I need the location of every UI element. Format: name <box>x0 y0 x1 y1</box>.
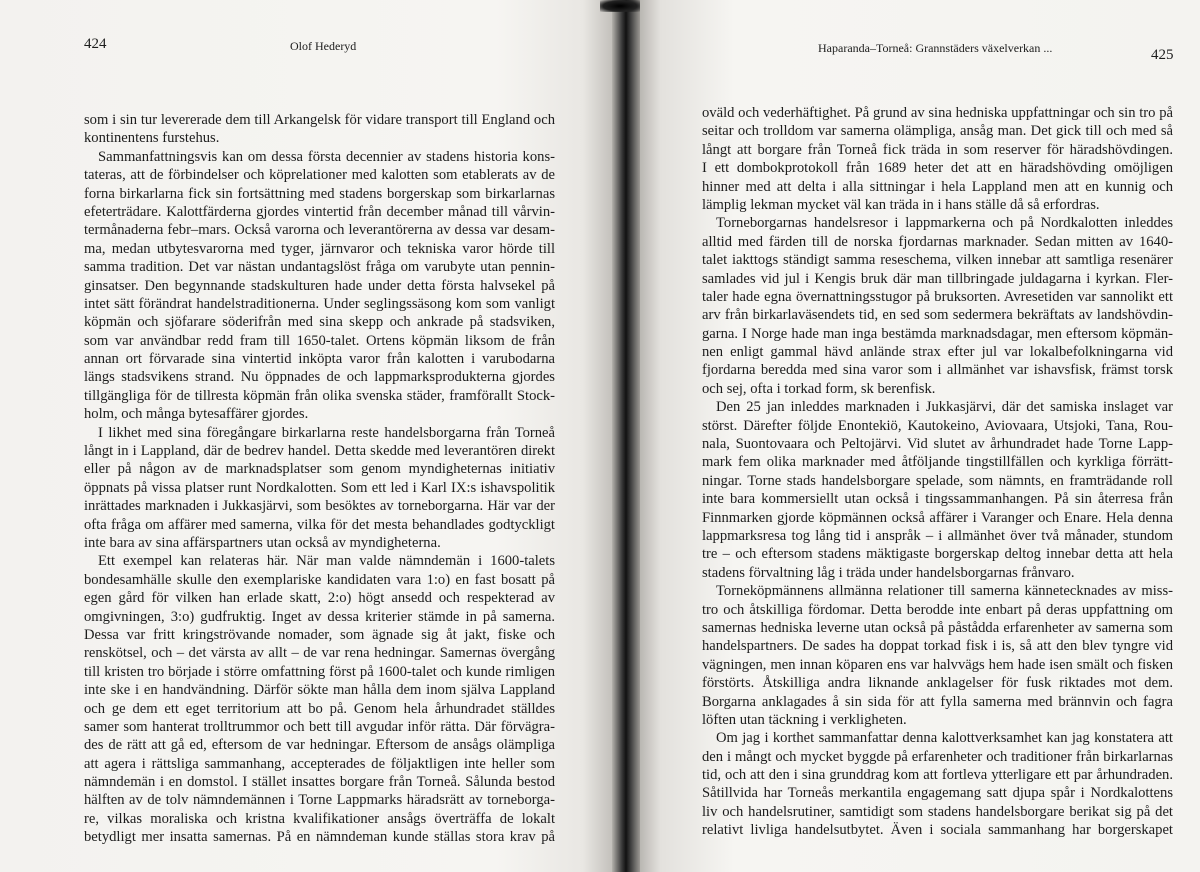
text-line: nala, Suontovaara och Peltojärvi. Vid slutet av århundradet hade Torne Lapp- <box>702 436 1173 453</box>
text-line: stadens förvaltning låg i träda under handelsborgarnas frånvaro. <box>702 564 1075 581</box>
text-line: I likhet med sina föregångare birkarlarna reste handelsborgarna från Torneå <box>98 424 555 441</box>
text-line: arv från birkarlaväsendets tid, en sed som sedermera bekräftats av landshövdin- <box>702 307 1173 324</box>
text-line: forna birkarlarna fick sin fortsättning med stadens borgerskap som birkarlarnas <box>84 185 555 202</box>
text-line: I ett dombokprotokoll från 1689 heter det att en häradshövding omöjligen <box>702 160 1173 177</box>
text-line: inte ske i en handvändning. Därför sökte man hålla dem inom själva Lappland <box>84 682 555 699</box>
text-line: långt att borgare från Torneå fick träda in som reserver för häradshövdingen. <box>702 141 1173 158</box>
text-line: samer som hanterat trolltrummor och bett till avgudar inför rätta. Där förvägra- <box>84 718 555 735</box>
text-line: att agera i rättsliga sammanhang, accepterades de följaktligen inte heller som <box>84 755 555 772</box>
text-line: Torneköpmännens allmänna relationer till samerna kännetecknades av miss- <box>716 583 1173 600</box>
text-line: oväld och vederhäftighet. På grund av sina hedniska uppfattningar och sin tro på <box>702 105 1173 121</box>
text-line: löften utan täckning i verkligheten. <box>702 711 907 728</box>
text-line: nämndemän i en domstol. I stället insattes borgare från Torneå. Sålunda bestod <box>84 774 555 791</box>
text-line: egen gård för vilken han erlade skatt, 2:o) högt ansedd och respekterad av <box>84 590 555 607</box>
text-line: liv och handelsrutiner, samtidigt som stadens handelsborgare berikat sig på det <box>702 803 1173 820</box>
text-line: Sammanfattningsvis kan om dessa första decennier av stadens historia kons- <box>98 148 555 165</box>
text-line: garna. I Norge hade man inga bestämda marknadsdagar, men eftersom köpmän- <box>702 325 1173 342</box>
text-line: handelspartners. De sades ha doppat torkad fisk i is, så att den blev tyngre vid <box>702 638 1173 655</box>
text-line: inrättades marknaden i Jukkasjärvi, som besöktes av torneborgarna. Här var der <box>84 498 555 515</box>
text-line: lappmarksresa tog lång tid i anspråk – i allmänhet över två månader, stundom <box>702 527 1173 544</box>
text-line: samma tradition. Det var nästan undantagslöst fråga om varubyte utan pennin- <box>84 259 555 276</box>
text-line: den i mångt och mycket byggde på erfarenheter och traditioner från birkarlarnas <box>702 748 1173 765</box>
text-line: förstörts. Åtskilliga andra liknande anklagelser för fusk riktades mot dem. <box>702 675 1173 692</box>
text-line: efeterträdare. Kalottfärderna gjordes vintertid från december månad till vårvin- <box>84 203 555 220</box>
text-line: Torneborgarnas handelsresor i lappmarkerna och på Nordkalotten inleddes <box>716 215 1173 232</box>
text-line: tre – och eftersom stadens mäktigaste borgerskap deltog innebar detta att hela <box>702 546 1173 563</box>
text-line: des de rätt att gå ed, eftersom de var hedningar. Eftersom de ansågs olämpliga <box>84 737 555 754</box>
text-line: samlades vid jul i Kengis bruk där man tillbringade juldagarna i kyrkan. Fler- <box>702 270 1173 287</box>
body-text <box>84 111 555 847</box>
text-line: köpmän och sjöfarare söderifrån med sina skepp och ankrade på stadsviken, <box>84 314 555 331</box>
text-line: intet sätt förändrat handelstraditionerna. Under seglingssäsong kom som vanligt <box>84 295 555 312</box>
book-gutter <box>612 0 640 872</box>
text-line: hälften av de tolv nämndemännen i Torne Lappmarks häradsrätt av torneborga- <box>84 792 555 809</box>
text-line: mark fem olika marknader med åtföljande tingstillfällen och kyrkliga förrätt- <box>702 454 1173 471</box>
text-line: ofta fråga om affärer med samerna, vilka för det mesta behandlades godtyckligt <box>84 516 555 533</box>
running-head: Haparanda–Torneå: Grannstäders växelverkan ... <box>818 41 1053 55</box>
text-line: vägningen, men innan köparen ens var halvvägs hem hade isen smält och fisken <box>702 656 1173 673</box>
text-line: ginsatser. Den begynnande stadskulturen hade under detta första halvsekel på <box>84 277 555 294</box>
running-head: Olof Hederyd <box>290 39 357 53</box>
text-line: tateras, att de förbindelser och köprelationer med kalotten som etablerats av de <box>84 167 555 184</box>
text-line: tid, och att den i sina grunddrag kom att fortleva ytterligare ett par århundraden. <box>702 767 1173 784</box>
page-number: 425 <box>1151 47 1174 63</box>
text-line: re, vilkas moraliska och kristna kvalifikationer ansågs överträffa de lokalt <box>84 810 555 827</box>
text-line: och ge dem ett eget territorium att bo på. Genom hela århundradet ställdes <box>84 700 555 717</box>
page-number: 424 <box>84 36 107 52</box>
text-line: inte bara av sina affärspartners utan också av myndigheterna. <box>84 534 441 551</box>
text-line: och sej, ofta i torkad form, sk berenfisk. <box>702 380 936 397</box>
text-line: Dessa var fritt kringströvande nomader, som ägnade sig åt jakt, fiske och <box>84 626 555 643</box>
text-line: eller på någon av de marknadsplatser som genom myndigheternas initiativ <box>84 461 555 478</box>
text-line: relativt livliga handelsutbytet. Även i sociala sammanhang har borgerskapet <box>702 822 1173 839</box>
text-line: Borgarna anklagades å sin sida för att fylla samerna med brännvin och fagra <box>702 693 1173 710</box>
text-line: omgivningen, 3:o) gudfruktig. Inget av dessa kriterier stämde in på samerna. <box>84 608 555 625</box>
text-line: alltid med färden till de norska fjordarnas marknader. Sedan mitten av 1640- <box>702 233 1173 250</box>
text-line: nen enligt gammal hävd anlände strax efter jul var lokalbefolkningarna vid <box>702 344 1173 361</box>
text-line: till kristen tro började i större omfattning först på 1600-talet och kunde rimligen <box>84 663 555 680</box>
text-line: renskötsel, och – det värsta av allt – de var rena hedningar. Samernas övergång <box>84 645 555 662</box>
text-line: Den 25 jan inleddes marknaden i Jukkasjärvi, där det samiska inslaget var <box>716 399 1173 416</box>
text-line: ma, medan utbytesvarorna med tyger, järnvaror och tekniska varor hörde till <box>84 240 555 257</box>
text-line: som var användbar redd fram till 1650-talet. Ortens köpmän liksom de från <box>84 332 555 349</box>
text-line: kontinentens furstehus. <box>84 130 220 147</box>
text-line: bondesamhälle skulle den exemplariske kandidaten vara 1:o) en fast bosatt på <box>84 571 555 588</box>
text-line: termånaderna febr–mars. Också varorna och leverantörerna av dessa var desam- <box>84 222 555 239</box>
text-line: inte bara kommersiellt utan också i tingssammanhangen. På sin återresa från <box>702 491 1173 508</box>
text-line: Finnmarken gjorde köpmännen också affärer i Varanger och Enare. Hela denna <box>702 509 1173 526</box>
text-line: Såtillvida har Torneås merkantila engagemang satt djupa spår i Nordkalottens <box>702 785 1173 802</box>
text-line: annan ort förvarade sina vintertid inköpta varor från kalotten i varubodarna <box>84 351 555 368</box>
text-line: som i sin tur levererade dem till Arkangelsk för vidare transport till England och <box>84 112 555 128</box>
text-line: längs stadsvikens strand. Nu öppnades de och lappmarksprodukterna gjordes <box>84 369 555 386</box>
text-line: fjordarna beredda med sina varor som i allmänhet var ishavsfisk, främst torsk <box>702 362 1173 379</box>
text-line: långt in i Lappland, där de bedrev handel. Detta skedde med leverantören direkt <box>84 443 555 460</box>
text-line: hinner med att delta i alla sittningar i hela Lappland men att en kunnig och <box>702 178 1173 195</box>
text-line: Om jag i korthet sammanfattar denna kalottverksamhet kan jag konstatera att <box>716 730 1173 747</box>
text-line: holm, och många bytesaffärer gjordes. <box>84 406 309 423</box>
text-line: öppnats på vissa platser runt Nordkalotten. Som ett led i Karl IX:s ishavspolitik <box>84 479 555 496</box>
gutter-shadow <box>600 0 640 12</box>
text-line: störst. Därefter följde Enontekiö, Kautokeino, Aviovaara, Utsjoki, Tana, Rou- <box>702 417 1173 434</box>
body-text <box>702 104 1173 840</box>
text-line: lämplig lekman mycket väl kan träda in i hans ställe då så erfordras. <box>702 196 1100 213</box>
text-line: samernas hedniska leverne utan också på påstådda erfarenheter av samerna som <box>702 619 1173 636</box>
text-line: tillgängliga för de tillresta köpmän från olika svenska städer, framförallt Stock- <box>84 387 555 404</box>
text-line: ningar. Torne stads handelsborgare spelade, som nämnts, en framträdande roll <box>702 472 1173 489</box>
text-line: talet iakttogs ständigt samma reseschema, vilken innebar att samtliga resenärer <box>702 252 1173 269</box>
text-line: Ett exempel kan relateras här. När man valde nämndemän i 1600-talets <box>98 553 555 570</box>
text-line: taler hade egna övernattningsstugor på bruksorten. Avresetiden var sannolikt ett <box>702 288 1173 305</box>
text-line: betydligt mer insatta samernas. På en nämndeman kunde ställas stora krav på <box>84 829 555 846</box>
text-line: tro och åtskilliga fördomar. Detta berodde inte enbart på deras uppfattning om <box>702 601 1173 618</box>
text-line: seitar och trolldom var samerna olämpliga, ansåg man. Det gick till och med så <box>702 123 1173 140</box>
